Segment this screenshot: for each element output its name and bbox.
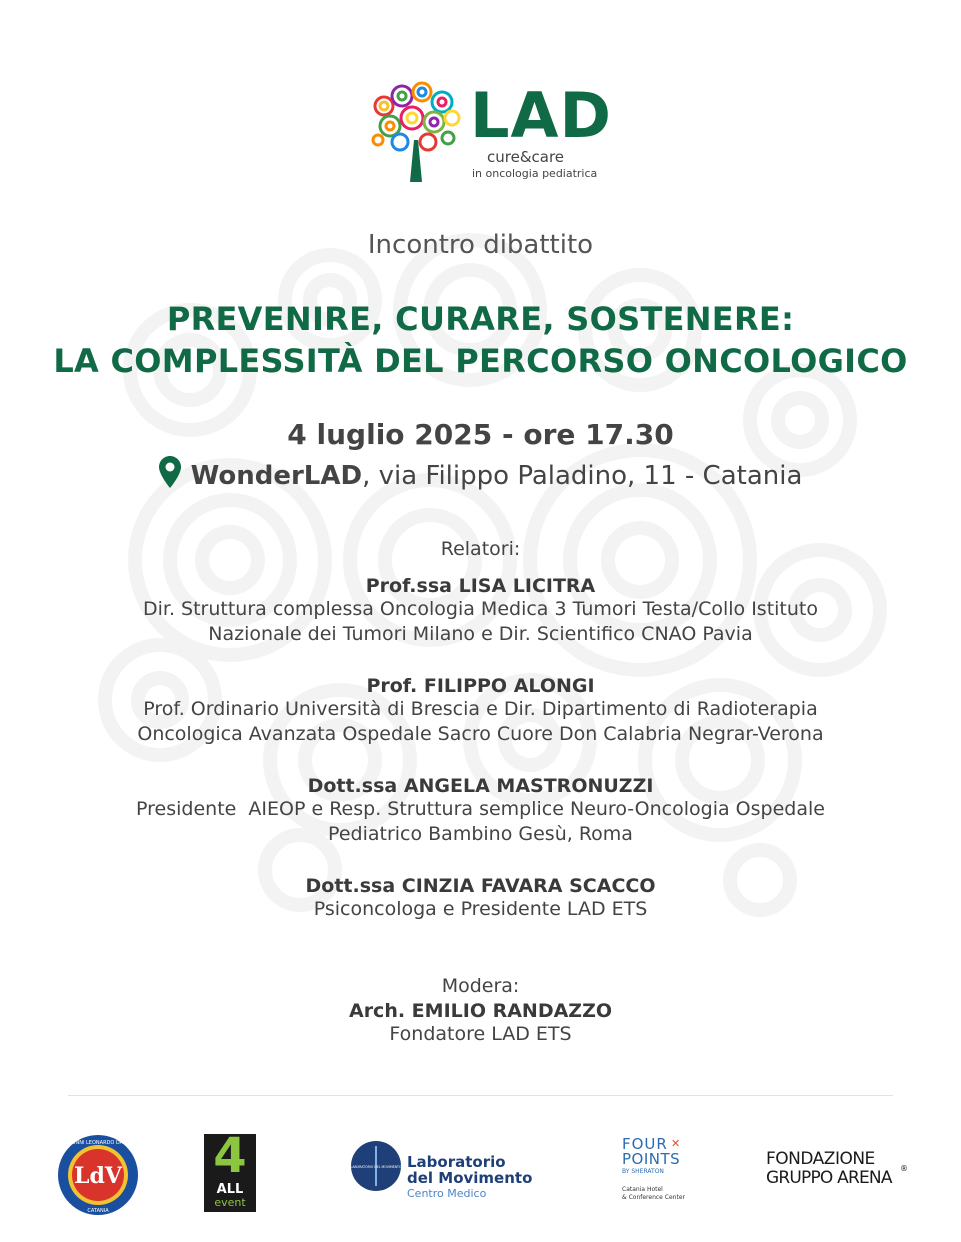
tree-logo-icon — [370, 78, 462, 182]
lab-subtitle: Centro Medico — [407, 1187, 487, 1200]
venue-address: , via Filippo Paladino, 11 - Catania — [362, 461, 803, 491]
lab-badge-text: LABORATORIO DEL MOVIMENTO — [350, 1165, 402, 1169]
event-title — [0, 298, 961, 382]
lab-badge-icon — [350, 1140, 402, 1192]
footer-divider — [68, 1095, 893, 1096]
lab-name-1: Laboratorio — [407, 1153, 506, 1171]
lab-name-2: del Movimento — [407, 1169, 533, 1187]
speaker-3 — [0, 775, 961, 847]
fp-by: BY SHERATON — [622, 1168, 664, 1175]
speaker-name: Dott.ssa CINZIA FAVARA SCACCO — [305, 875, 656, 897]
fp-location-2: & Conference Center — [622, 1194, 685, 1201]
speaker-2 — [0, 675, 961, 747]
fondazione-gruppo-arena-logo — [766, 1150, 911, 1190]
4all-event-text: event — [214, 1196, 246, 1209]
logo-wordmark: LAD — [470, 79, 612, 152]
4all-number: 4 — [213, 1128, 247, 1184]
fga-registered: ® — [900, 1164, 908, 1173]
speaker-name: Prof. FILIPPO ALONGI — [366, 675, 595, 697]
lad-logo — [370, 78, 610, 188]
ldv-ring-text: EX ALUNNI LEONARDO DA VINCI — [57, 1140, 139, 1146]
4all-event-logo — [204, 1128, 256, 1212]
4all-text: ALL — [216, 1182, 244, 1197]
ldv-ring-city: CATANIA — [87, 1208, 109, 1214]
speaker-role: Dir. Struttura complessa Oncologia Medica 3 Tumori Testa/Collo Istituto — [142, 598, 818, 620]
fp-four: FOUR — [622, 1135, 668, 1153]
speaker-role: Nazionale dei Tumori Milano e Dir. Scientifico CNAO Pavia — [208, 623, 753, 645]
ldv-alumni-logo — [56, 1130, 140, 1220]
speaker-role: Psiconcologa e Presidente LAD ETS — [313, 898, 648, 920]
title-line-1: PREVENIRE, CURARE, SOSTENERE: — [166, 300, 795, 338]
title-line-2: LA COMPLESSITÀ DEL PERCORSO ONCOLOGICO — [53, 342, 908, 380]
moderator-name: Arch. EMILIO RANDAZZO — [348, 1000, 612, 1022]
fp-location-1: Catania Hotel — [622, 1186, 663, 1193]
speaker-1 — [0, 575, 961, 647]
speaker-role: Oncologica Avanzata Ospedale Sacro Cuore Don Calabria Negrar-Verona — [137, 723, 824, 745]
moderator — [0, 1000, 961, 1047]
fp-mark-icon: ✕ — [671, 1137, 681, 1150]
moderator-role: Fondatore LAD ETS — [389, 1023, 572, 1045]
speaker-4 — [0, 875, 961, 922]
logo-subtitle: in oncologia pediatrica — [472, 167, 598, 180]
four-points-logo — [622, 1136, 692, 1206]
venue-name: WonderLAD — [190, 461, 363, 491]
fga-line-2: GRUPPO ARENA — [766, 1168, 892, 1188]
speaker-name: Dott.ssa ANGELA MASTRONUZZI — [307, 775, 654, 797]
event-date: 4 luglio 2025 - ore 17.30 — [287, 418, 674, 451]
event-type: Incontro dibattito — [367, 230, 594, 260]
fp-points: POINTS — [622, 1150, 681, 1168]
speakers-label: Relatori: — [440, 538, 521, 560]
laboratorio-movimento-logo — [350, 1138, 540, 1204]
speaker-name: Prof.ssa LISA LICITRA — [365, 575, 596, 597]
speaker-role: Presidente AIEOP e Resp. Struttura semplice Neuro-Oncologia Ospedale — [136, 798, 825, 820]
fga-line-1: FONDAZIONE — [766, 1149, 875, 1169]
location-pin-icon — [159, 456, 181, 488]
speaker-role: Pediatrico Bambino Gesù, Roma — [328, 823, 633, 845]
moderator-label: Modera: — [441, 975, 520, 997]
event-location — [0, 456, 961, 491]
logo-tagline: cure&care — [487, 148, 565, 166]
ldv-initials: LdV — [74, 1163, 122, 1189]
speaker-role: Prof. Ordinario Università di Brescia e Dir. Dipartimento di Radioterapia — [143, 698, 818, 720]
